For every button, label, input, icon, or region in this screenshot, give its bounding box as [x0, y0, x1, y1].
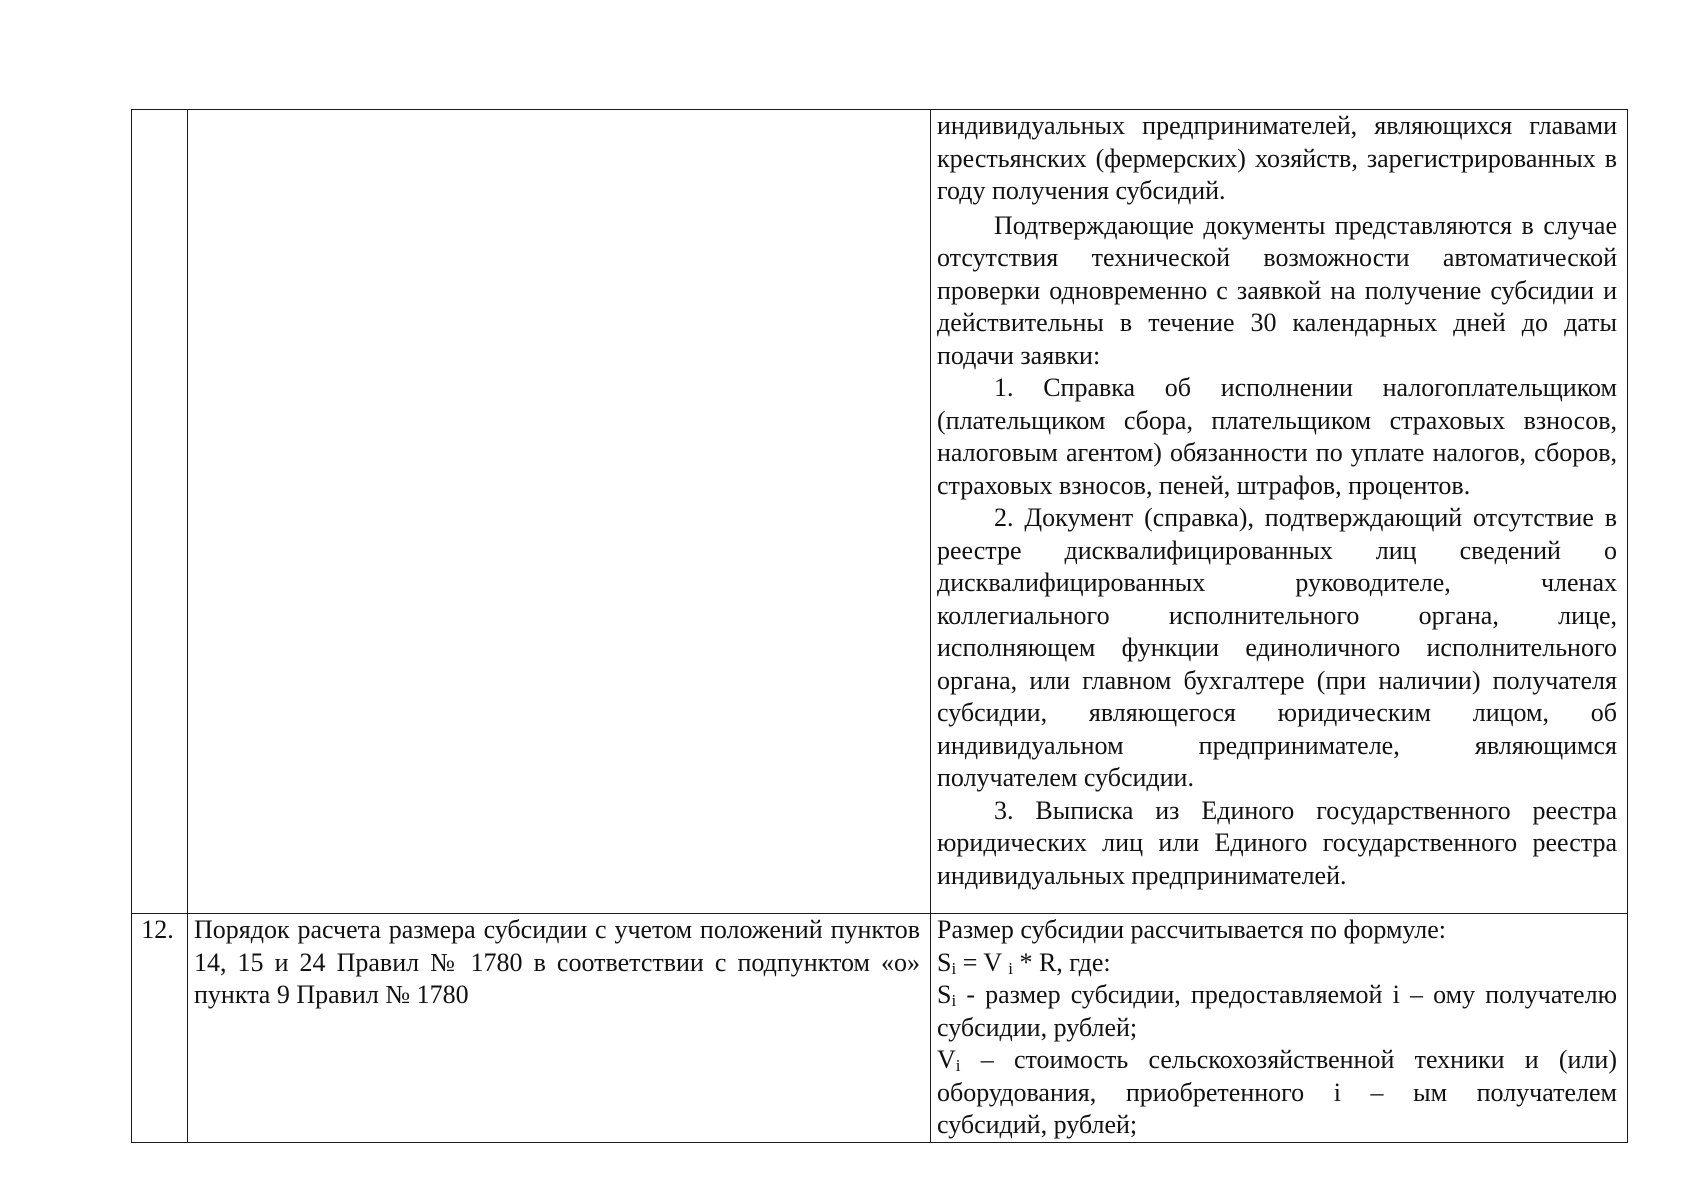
formula-s: S [937, 947, 952, 977]
definition-text: - размер субсидии, предоставляемой i – ому получателю субсидии, рублей; [937, 980, 1617, 1042]
definition-s [937, 979, 1617, 1044]
row-description-cell: Порядок расчета размера субсидии с учетом положений пунктов 14, 15 и 24 Правил № 1780 в соответствии с подпунктом «о» пункта 9 Правил № 1780 [188, 914, 931, 1143]
definition-text: – стоимость сельскохозяйственной техники и (или) оборудования, приобретенного i – ым получателем субсидий, рублей; [937, 1045, 1617, 1139]
row-description-cell [188, 110, 931, 914]
row-content-cell [931, 110, 1628, 914]
document-item-3: 3. Выписка из Единого государственного реестра юридических лиц или Единого государственного реестра индивидуальных предпринимателей. [937, 795, 1617, 890]
formula-v-subscript: i [1008, 958, 1013, 978]
definition-symbol: V [937, 1045, 956, 1074]
formula [937, 947, 1617, 980]
table-row [132, 110, 1628, 914]
documents-intro-paragraph: Подтверждающие документы представляются в случае отсутствия технической возможности автоматической проверки одновременно с заявкой на получение субсидии и действительны в течение 30 календарных дней до даты подачи заявки: [937, 210, 1617, 370]
definition-symbol: S [937, 980, 952, 1009]
definition-subscript: i [955, 1056, 961, 1075]
formula-s-subscript: i [951, 958, 957, 978]
table-row [132, 914, 1628, 1143]
document-item-2: 2. Документ (справка), подтверждающий отсутствие в реестре дисквалифицированных лиц сведений о дисквалифицированных руководителе, членах коллегиального исполнительного органа, лице, исполняющем функции единоличного исполнительного органа, или главном бухгалтере (при наличии) получателя субсидии, являющегося юридическим лицом, об индивидуальном предпринимателе, являющимся получателем субсидии. [937, 503, 1617, 792]
formula-intro: Размер субсидии рассчитывается по формуле: [937, 915, 1447, 944]
row-number-cell [132, 110, 188, 914]
continuation-paragraph: индивидуальных предпринимателей, являющихся главами крестьянских (фермерских) хозяйств, зарегистрированных в году получения субсидий. [937, 111, 1617, 205]
definition-subscript: i [951, 991, 957, 1010]
formula-rest: * R, где: [1012, 947, 1111, 977]
row-number-cell: 12. [132, 914, 188, 1143]
document-table [131, 109, 1628, 1143]
row-content-cell [931, 914, 1628, 1143]
formula-eq: = V [956, 947, 1009, 977]
definition-v [937, 1044, 1617, 1142]
document-item-1: 1. Справка об исполнении налогоплательщиком (плательщиком сбора, плательщиком страховых взносов, налоговым агентом) обязанности по уплате налогов, сборов, страховых взносов, пеней, штрафов, процентов. [937, 373, 1617, 500]
